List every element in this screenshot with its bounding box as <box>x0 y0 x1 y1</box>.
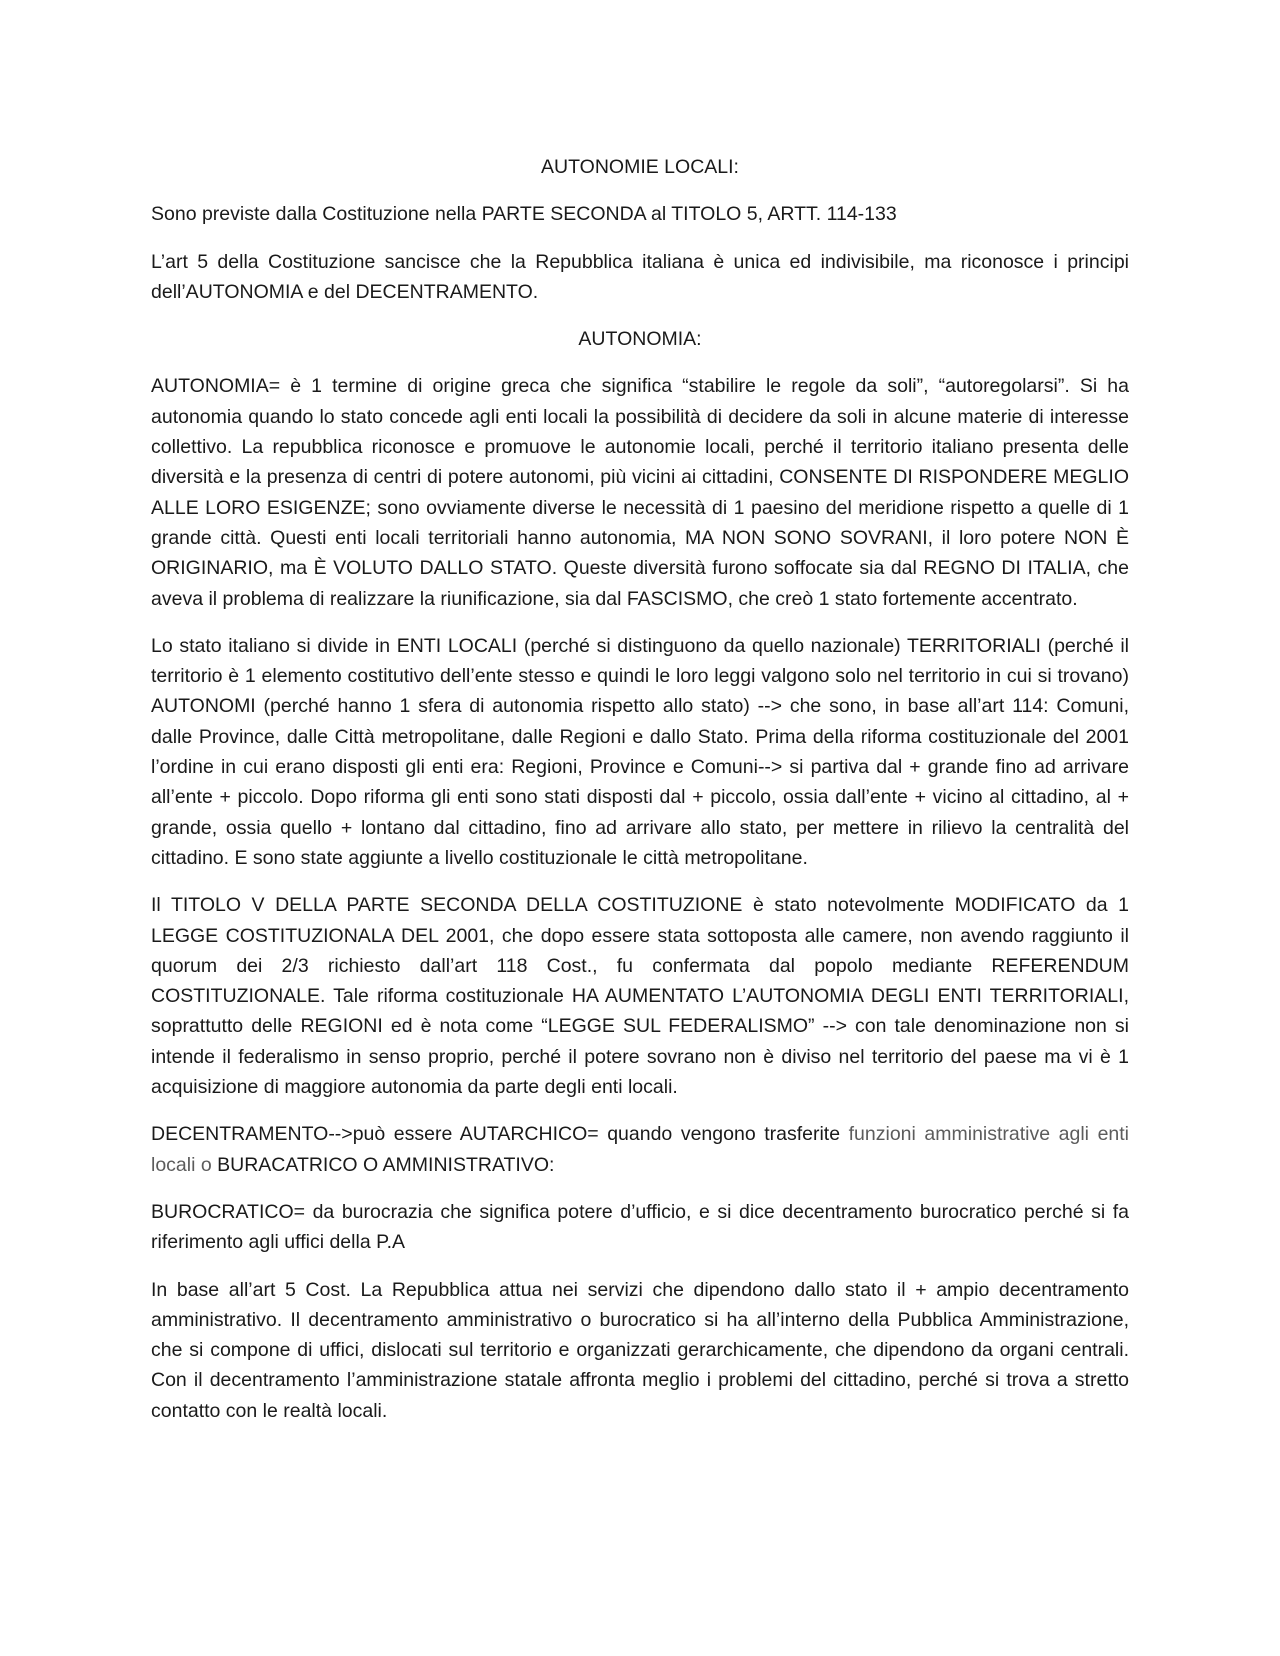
burocratico-paragraph: BUROCRATICO= da burocrazia che significa potere d’ufficio, e si dice decentramento burocratico perché si fa riferimento agli uffici della P.A <box>151 1200 1129 1254</box>
autonomia-definition-paragraph: AUTONOMIA= è 1 termine di origine greca che significa “stabilire le regole da soli”, “autoregolarsi”. Si ha autonomia quando lo stato concede agli enti locali la possibilità di decidere da soli in alcune materie di interesse collettivo. La repubblica riconosce e promuove le autonomie locali, perché il territorio italiano presenta delle diversità e la presenza di centri di potere autonomi, più vicini ai cittadini, CONSENTE DI RISPONDERE MEGLIO ALLE LORO ESIGENZE; sono ovviamente diverse le necessità di 1 paesino del meridione rispetto a quelle di 1 grande città. Questi enti locali territoriali hanno autonomia, MA NON SONO SOVRANI, il loro potere NON È ORIGINARIO, ma È VOLUTO DALLO STATO. Queste diversità furono soffocate sia dal REGNO DI ITALIA, che aveva il problema di realizzare la riunificazione, sia dal FASCISMO, che creò 1 stato fortemente accentrato. <box>151 375 1129 610</box>
decentramento-text-end: BURACATRICO O AMMINISTRATIVO: <box>211 1153 555 1176</box>
titolo-v-paragraph: Il TITOLO V DELLA PARTE SECONDA DELLA COSTITUZIONE è stato notevolmente MODIFICATO da 1 LEGGE COSTITUZIONALA DEL 2001, che dopo essere stata sottoposta alle camere, non avendo raggiunto il quorum dei 2/3 richiesto dall’art 118 Cost., fu confermata dal popolo mediante REFERENDUM COSTITUZIONALE. Tale riforma costituzionale HA AUMENTATO L’AUTONOMIA DEGLI ENTI TERRITORIALI, soprattutto delle REGIONI ed è nota come “LEGGE SUL FEDERALISMO” --> con tale denominazione non si intende il federalismo in senso proprio, perché il potere sovrano non è diviso nel territorio del paese ma vi è 1 acquisizione di maggiore autonomia da parte degli enti locali. <box>151 894 1129 1099</box>
enti-locali-paragraph: Lo stato italiano si divide in ENTI LOCALI (perché si distinguono da quello nazionale) TERRITORIALI (perché il territorio è 1 elemento costitutivo dell’ente stesso e quindi le loro leggi valgono solo nel territorio in cui si trovano) AUTONOMI (perché hanno 1 sfera di autonomia rispetto allo stato) --> che sono, in base all’art 114: Comuni, dalle Province, dalle Città metropolitane, dalle Regioni e dallo Stato. Prima della riforma costituzionale del 2001 l’ordine in cui erano disposti gli enti era: Regioni, Province e Comuni--> si partiva dal + grande fino ad arrivare all’ente + piccolo. Dopo riforma gli enti sono stati disposti dal + piccolo, ossia dall’ente + vicino al cittadino, al + grande, ossia quello + lontano dal cittadino, fino ad arrivare allo stato, per mettere in rilievo la centralità del cittadino. E sono state aggiunte a livello costituzionale le città metropolitane. <box>151 634 1129 869</box>
decentramento-highlighted-text: funzioni amministrative agli enti locali o <box>151 1123 1130 1176</box>
document-page <box>151 152 1129 1443</box>
intro-paragraph: Sono previste dalla Costituzione nella PARTE SECONDA al TITOLO 5, ARTT. 114-133 <box>151 203 897 226</box>
autonomia-heading: AUTONOMIA: <box>578 328 702 351</box>
document-title: AUTONOMIE LOCALI: <box>541 156 739 178</box>
art5-paragraph: L’art 5 della Costituzione sancisce che la Repubblica italiana è unica ed indivisibile, ma riconosce i principi dell’AUTONOMIA e del DECENTRAMENTO. <box>151 250 1129 303</box>
decentramento-text-start: DECENTRAMENTO-->può essere AUTARCHICO= quando vengono trasferite <box>151 1123 849 1146</box>
art5-cost-paragraph: In base all’art 5 Cost. La Repubblica attua nei servizi che dipendono dallo stato il + ampio decentramento amministrativo. Il decentramento amministrativo o burocratico si ha all’interno della Pubblica Amministrazione, che si compone di uffici, dislocati sul territorio e organizzati gerarchicamente, che dipendono da organi centrali. Con il decentramento l’amministrazione statale affronta meglio i problemi del cittadino, perché si trova a stretto contatto con le realtà locali. <box>151 1278 1129 1422</box>
decentramento-paragraph <box>151 1119 1129 1180</box>
